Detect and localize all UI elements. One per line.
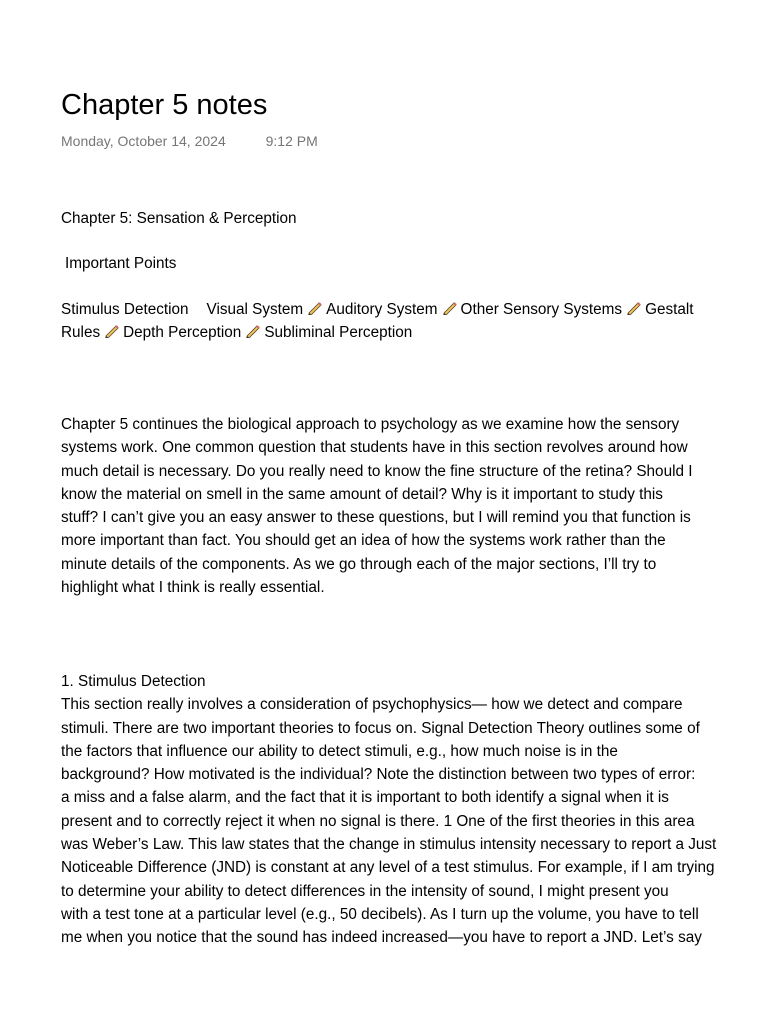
paragraph-line: much detail is necessary. Do you really need to know the fine structure of the retina? Should I (61, 462, 693, 480)
paragraph-line: was Weber’s Law. This law states that the change in stimulus intensity necessary to report a Just (61, 836, 717, 854)
paragraph-line: Chapter 5 continues the biological approach to psychology as we examine how the sensory (61, 416, 680, 433)
pencil-icon (104, 324, 120, 338)
paragraph-line: This section really involves a consideration of psychophysics— how we detect and compare (61, 696, 683, 714)
chapter-heading[interactable]: Chapter 5: Sensation & Perception (61, 210, 297, 227)
intro-paragraph[interactable] (61, 413, 692, 599)
topic-gestalt: Gestalt (645, 301, 694, 318)
paragraph-line: highlight what I think is really essential. (61, 579, 325, 597)
paragraph-line: Noticeable Difference (JND) is constant at any level of a test stimulus. For example, if I am trying (61, 859, 715, 877)
paragraph-line: minute details of the components. As we go through each of the major sections, I’ll try to (61, 555, 657, 573)
paragraph-line: stuff? I can’t give you an easy answer to these questions, but I will remind you that function is (61, 509, 691, 527)
paragraph-line: me when you notice that the sound has indeed increased—you have to report a JND. Let’s say (61, 929, 702, 947)
section-stimulus-detection[interactable] (61, 670, 716, 950)
topics-list[interactable] (61, 298, 694, 345)
paragraph-line: the factors that influence our ability to detect stimuli, e.g., how much noise is in the (61, 742, 618, 760)
pencil-icon (307, 301, 323, 315)
paragraph-line: more important than fact. You should get an idea of how the systems work rather than the (61, 532, 666, 550)
note-date: Monday, October 14, 2024 (61, 133, 226, 149)
important-points-heading[interactable]: Important Points (65, 255, 177, 272)
paragraph-line: stimuli. There are two important theories to focus on. Signal Detection Theory outlines some of (61, 719, 700, 737)
paragraph-line: know the material on smell in the same amount of detail? Why is it important to study this (61, 485, 663, 503)
paragraph-line: background? How motivated is the individual? Note the distinction between two types of error: (61, 766, 696, 784)
topic-other-sensory-systems: Other Sensory Systems (460, 301, 623, 318)
pencil-icon (442, 301, 458, 315)
topic-depth-perception: Depth Perception (123, 324, 242, 342)
section-heading: 1. Stimulus Detection (61, 673, 206, 690)
pencil-icon (245, 324, 261, 338)
topic-subliminal-perception: Subliminal Perception (264, 324, 413, 342)
paragraph-line: to determine your ability to detect differences in the intensity of sound, I might present you (61, 882, 669, 900)
page-title[interactable]: Chapter 5 notes (61, 89, 268, 121)
paragraph-line: a miss and a false alarm, and the fact that it is important to both identify a signal when it is (61, 789, 669, 807)
note-timestamp (61, 131, 318, 151)
paragraph-line: present and to correctly reject it when no signal is there. 1 One of the first theories in this area (61, 812, 695, 830)
paragraph-line: with a test tone at a particular level (e.g., 50 decibels). As I turn up the volume, you have to tell (61, 905, 699, 923)
note-time: 9:12 PM (265, 133, 318, 149)
pencil-icon (626, 301, 642, 315)
topic-stimulus-detection: Stimulus Detection (61, 301, 189, 318)
paragraph-line: systems work. One common question that students have in this section revolves around how (61, 439, 688, 457)
topic-auditory-system: Auditory System (326, 301, 438, 318)
topic-rules: Rules (61, 324, 101, 342)
topic-visual-system: Visual System (206, 301, 304, 318)
